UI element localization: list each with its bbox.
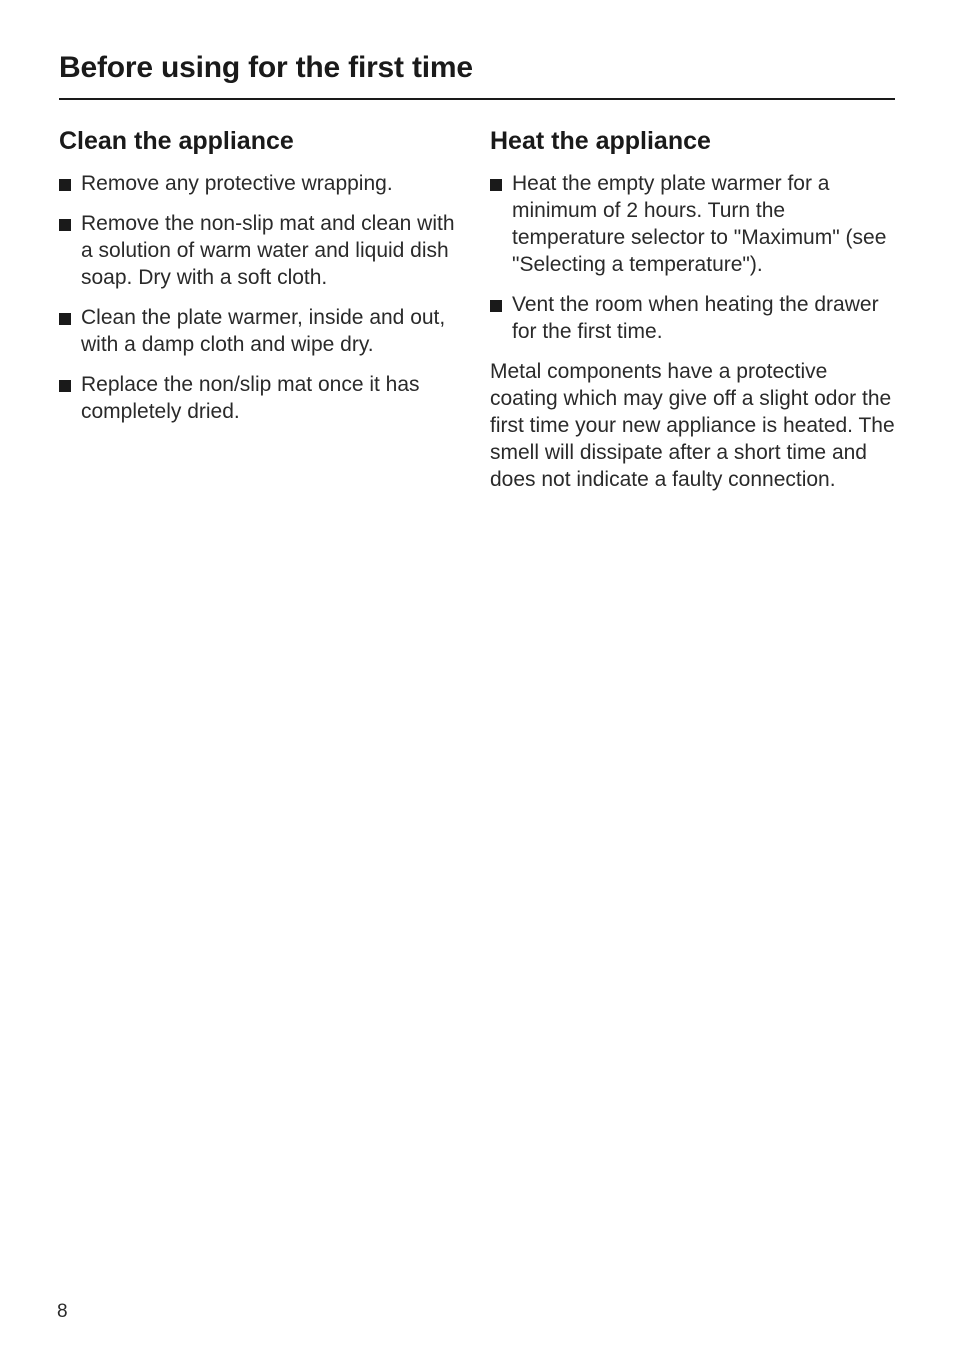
list-item-text: Clean the plate warmer, inside and out, with a damp cloth and wipe dry. [81, 306, 446, 356]
title-divider [59, 98, 895, 100]
heat-section-heading: Heat the appliance [490, 127, 711, 155]
list-item-text: Vent the room when heating the drawer for the first time. [512, 293, 879, 343]
list-item-text: Remove the non-slip mat and clean with a solution of warm water and liquid dish soap. Dry with a soft cloth. [81, 212, 455, 289]
list-item [59, 304, 469, 358]
square-bullet-icon [490, 179, 502, 191]
list-item [59, 170, 469, 197]
list-item [59, 371, 469, 425]
heat-section [490, 124, 900, 493]
clean-section-heading: Clean the appliance [59, 127, 294, 155]
page-title: Before using for the first time [59, 51, 473, 84]
square-bullet-icon [59, 313, 71, 325]
clean-section [59, 124, 469, 438]
square-bullet-icon [490, 300, 502, 312]
list-item [490, 170, 900, 278]
list-item-text: Heat the empty plate warmer for a minimum of 2 hours. Turn the temperature selector to "Maximum" (see "Selecting a temperature"). [512, 172, 887, 276]
page-number: 8 [57, 1301, 68, 1322]
clean-steps-list [59, 170, 469, 425]
list-item [59, 210, 469, 291]
heat-steps-list [490, 170, 900, 345]
odor-note: Metal components have a protective coating which may give off a slight odor the first time your new appliance is heated. The smell will dissipate after a short time and does not indicate a faulty connection. [490, 360, 895, 491]
square-bullet-icon [59, 219, 71, 231]
list-item-text: Replace the non/slip mat once it has completely dried. [81, 373, 420, 423]
square-bullet-icon [59, 179, 71, 191]
list-item-text: Remove any protective wrapping. [81, 172, 393, 195]
list-item [490, 291, 900, 345]
square-bullet-icon [59, 380, 71, 392]
